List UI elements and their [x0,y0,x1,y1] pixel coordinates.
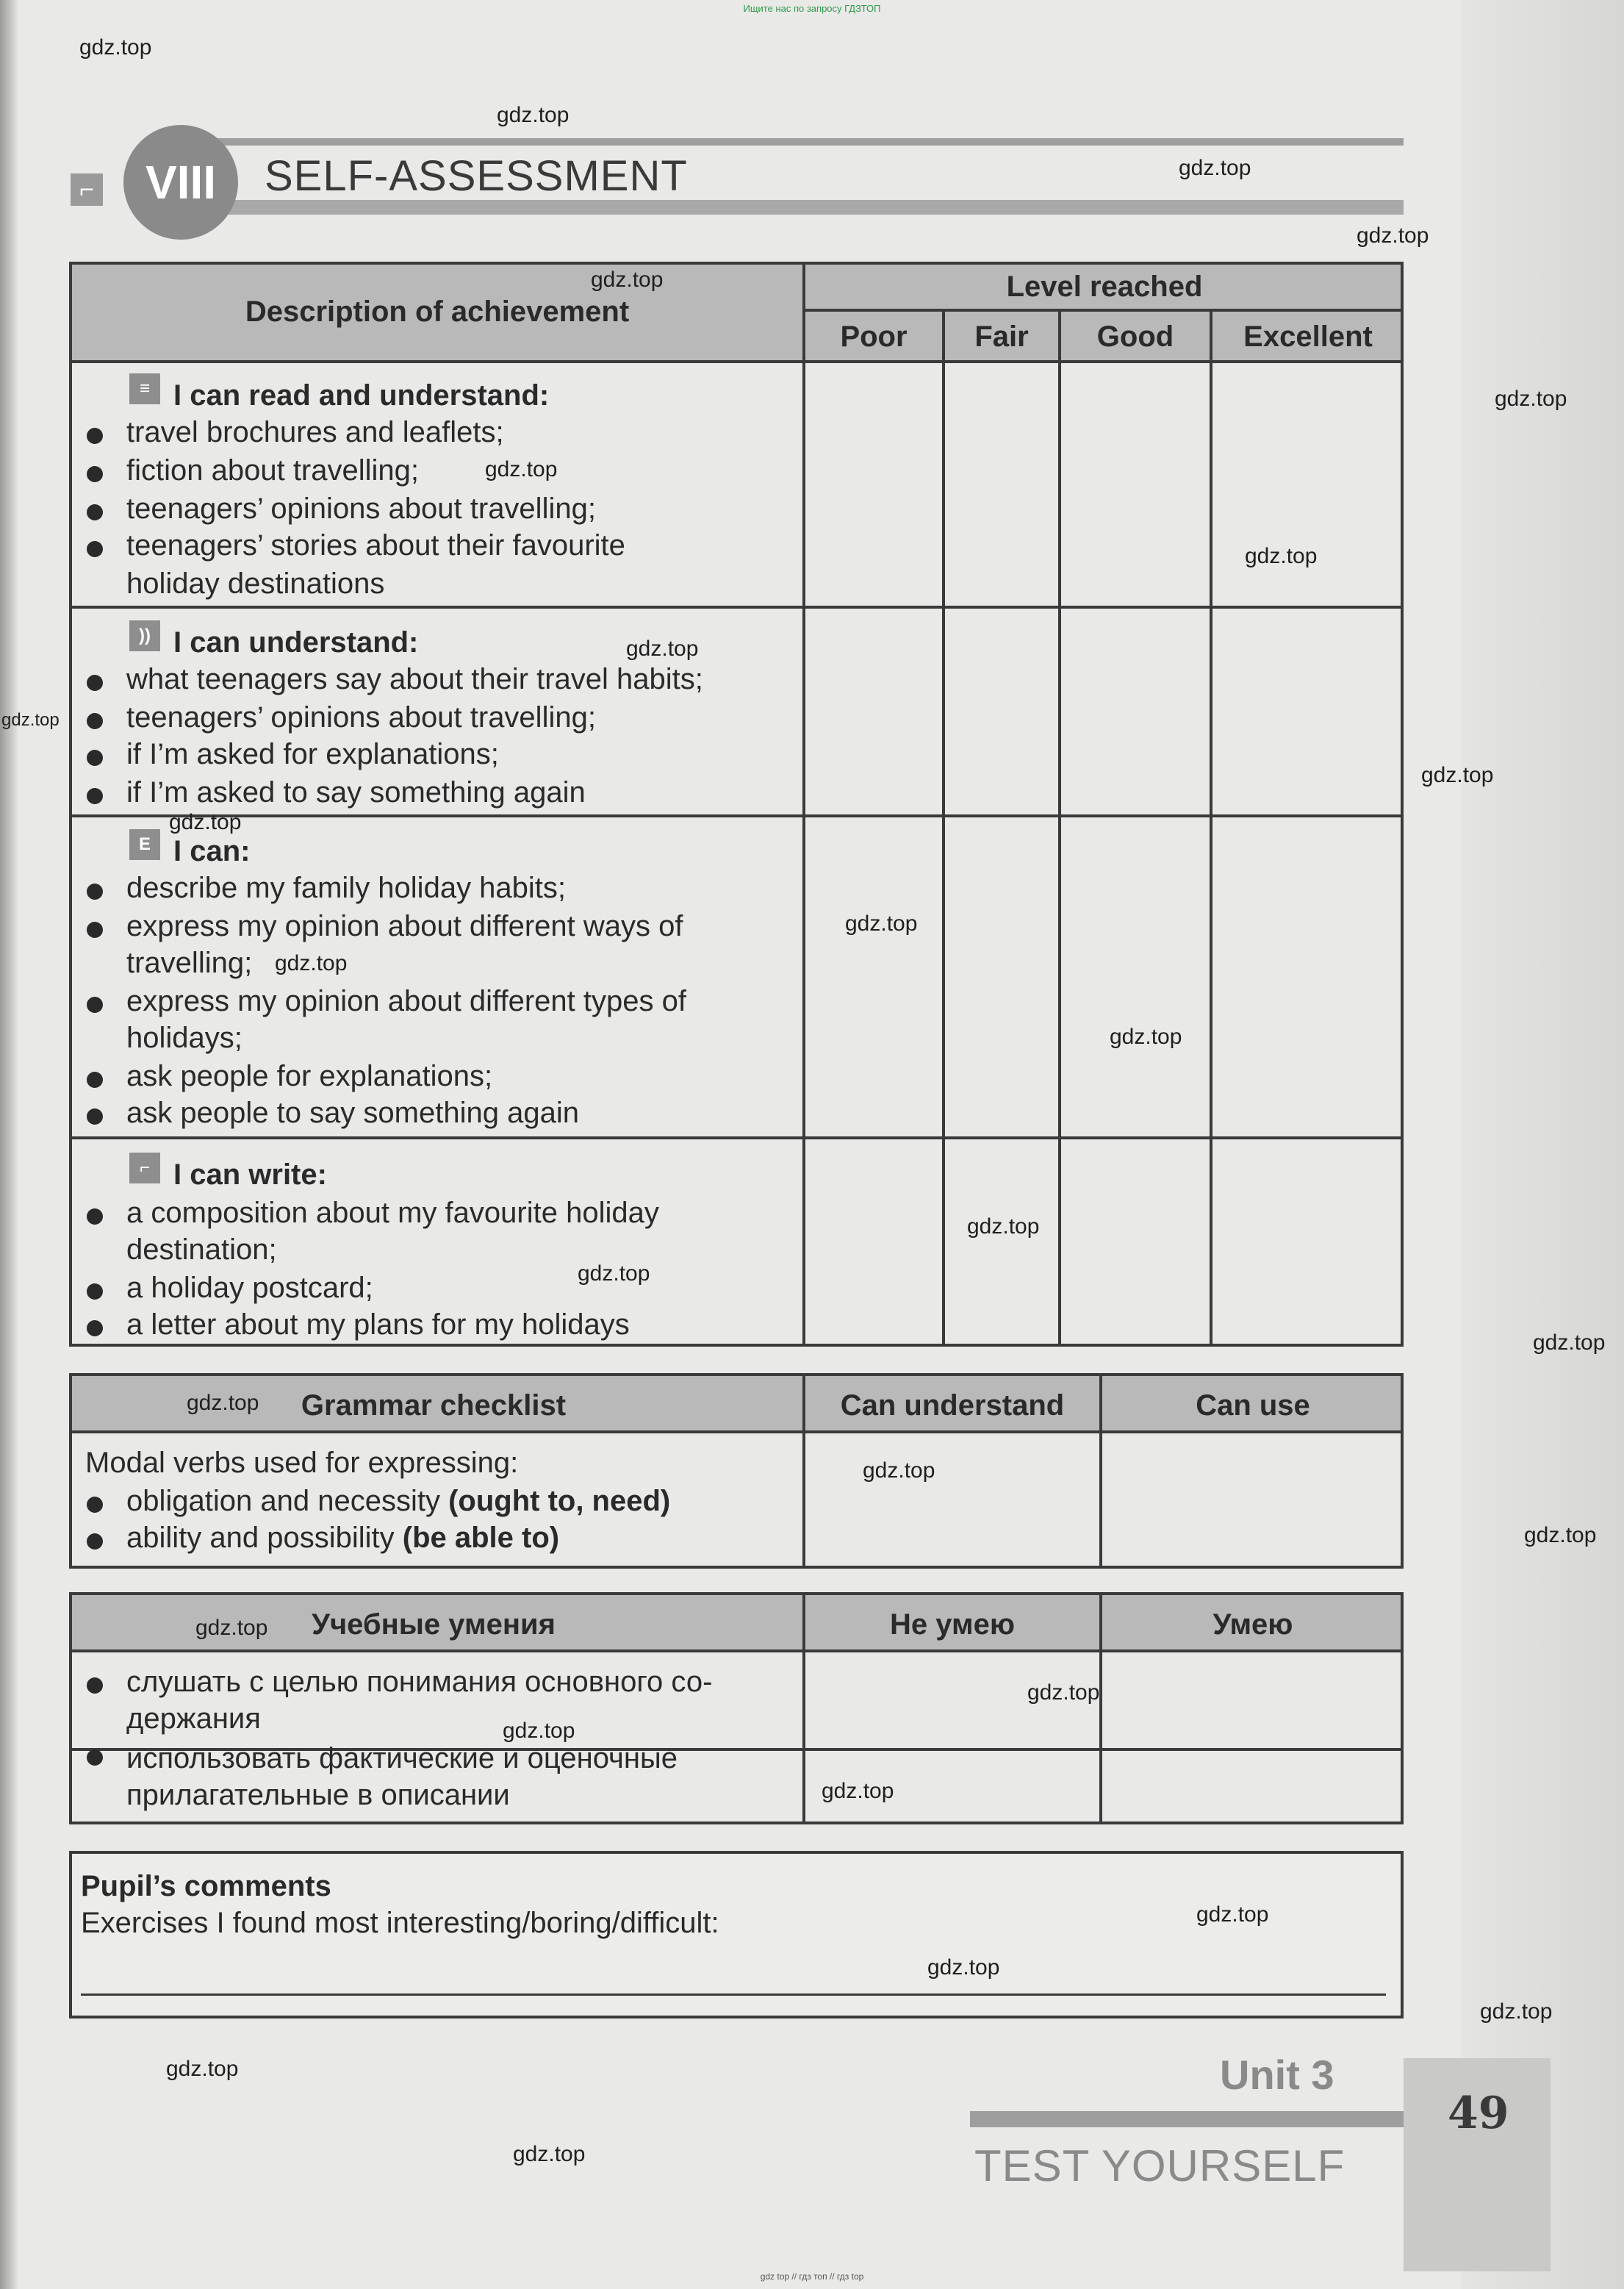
level-excellent: Excellent [1243,320,1373,353]
header-bar-bottom [213,200,1404,215]
watermark: gdz.top [497,103,570,127]
bullet-icon [87,1320,103,1336]
listening-icon: )) [129,620,160,651]
watermark: gdz.top [503,1719,575,1743]
watermark: gdz.top [485,457,558,481]
list-item: what teenagers say about their travel habits; [126,663,703,695]
watermark: gdz.top [1495,387,1567,411]
list-item-continued: destination; [126,1233,277,1266]
write-square-icon: ⌐ [71,173,103,206]
col-can-understand: Can understand [840,1389,1065,1422]
list-item: a letter about my plans for my holidays [126,1308,630,1341]
list-item: ask people for explanations; [126,1060,493,1092]
writing-icon: ⌐ [129,1153,160,1183]
watermark: gdz.top [626,637,699,661]
list-item: fiction about travelling; [126,454,420,487]
list-item: a composition about my favourite holiday [126,1197,659,1229]
top-site-note[interactable]: Ищите нас по запросу ГДЗТОП [743,3,881,14]
watermark: gdz.top [927,1955,1000,1980]
bullet-icon [87,788,103,804]
page-margin-strip [1462,0,1624,2289]
bullet-icon [87,1677,103,1694]
bullet-icon [87,1283,103,1300]
col-can: Умею [1212,1608,1293,1641]
skill-item-continued: держания [126,1702,261,1735]
watermark: gdz.top [513,2142,586,2166]
list-item: a holiday postcard; [126,1272,373,1304]
watermark: gdz.top [79,35,152,60]
bullet-icon [87,541,103,557]
bullet-icon [87,466,103,482]
bullet-icon [87,428,103,444]
list-item-continued: holidays; [126,1022,242,1054]
list-item-continued: travelling; [126,947,253,979]
skill-item: использовать фактические и оценочные [126,1742,678,1774]
watermark: gdz.top [1480,1999,1553,2024]
bullet-icon [87,1533,103,1550]
watermark: gdz.top [195,1616,268,1640]
pupil-comments-title: Pupil’s comments [81,1870,331,1902]
footer-bar [970,2111,1411,2127]
watermark: gdz.top [1196,1902,1269,1927]
section-number-badge: VIII [123,125,238,240]
section-label: TEST YOURSELF [974,2141,1345,2191]
watermark: gdz.top [578,1261,650,1286]
comments-writing-line[interactable] [81,1994,1386,1996]
page-gutter-shadow [0,0,19,2289]
list-item: teenagers’ opinions about travelling; [126,701,596,734]
bullet-icon [87,750,103,766]
watermark: gdz.top [863,1458,935,1483]
list-item: ask people to say something again [126,1097,579,1129]
section-title-reading: I can read and understand: [173,379,550,412]
level-poor: Poor [840,320,908,353]
watermark: gdz.top [1245,544,1318,568]
bullet-icon [87,884,103,900]
section-title-speaking: I can: [173,835,251,867]
bullet-icon [87,1108,103,1125]
skill-item: слушать с целью понимания основного со- [126,1666,713,1698]
col-cannot: Не умею [890,1608,1015,1641]
list-item: express my opinion about different ways of [126,910,683,942]
bottom-site-note[interactable]: gdz top // гдз топ // гдз top [760,2271,864,2282]
grammar-row: ability and possibility (be able to) [126,1522,560,1554]
watermark: gdz.top [1533,1330,1606,1355]
reading-icon: ≡ [129,373,160,404]
speaking-icon: E [129,829,160,860]
bullet-icon [87,504,103,520]
page-number: 49 [1448,2088,1509,2139]
list-item: teenagers’ stories about their favourite [126,529,625,562]
watermark: gdz.top [1110,1025,1182,1049]
list-item: describe my family holiday habits; [126,872,567,904]
watermark: gdz.top [591,268,664,292]
list-item-continued: holiday destinations [126,567,385,600]
section-title-listening: I can understand: [173,626,419,659]
watermark: gdz.top [1421,763,1494,787]
list-item: express my opinion about different types of [126,985,686,1017]
watermark: gdz.top [1179,156,1251,180]
watermark: gdz.top [822,1779,894,1803]
col-level-reached: Level reached [1006,271,1203,303]
col-can-use: Can use [1196,1389,1310,1422]
col-description: Description of achievement [245,295,630,328]
bullet-icon [87,922,103,938]
list-item: if I’m asked for explanations; [126,738,499,770]
bullet-icon [87,675,103,691]
watermark: gdz.top [166,2057,239,2081]
bullet-icon [87,997,103,1013]
watermark: gdz.top [967,1214,1040,1239]
list-item: teenagers’ opinions about travelling; [126,492,596,525]
watermark: gdz.top [1027,1680,1100,1705]
watermark: gdz.top [845,911,918,936]
grammar-checklist-title: Grammar checklist [301,1389,567,1422]
skills-title: Учебные умения [312,1608,556,1641]
skill-item-continued: прилагательные в описании [126,1779,510,1811]
bullet-icon [87,713,103,729]
page-title: SELF-ASSESSMENT [265,152,688,200]
watermark: gdz.top [187,1391,259,1415]
section-title-writing: I can write: [173,1158,327,1191]
bullet-icon [87,1497,103,1513]
list-item: if I’m asked to say something again [126,776,586,809]
grammar-intro: Modal verbs used for expressing: [85,1447,519,1479]
grammar-row: obligation and necessity (ought to, need) [126,1485,671,1517]
watermark: gdz.top [169,810,242,834]
list-item: travel brochures and leaflets; [126,416,504,448]
level-fair: Fair [974,320,1029,353]
watermark: gdz.top [1357,223,1429,248]
unit-label: Unit 3 [1220,2052,1334,2098]
watermark: gdz.top [275,951,348,975]
watermark: gdz.top [1524,1523,1597,1547]
bullet-icon [87,1072,103,1088]
level-good: Good [1096,320,1174,353]
watermark: gdz.top [1,710,60,730]
bullet-icon [87,1208,103,1225]
header-bar-top [213,138,1404,146]
pupil-comments-prompt: Exercises I found most interesting/boring/difficult: [81,1907,719,1939]
bullet-icon [87,1749,103,1766]
